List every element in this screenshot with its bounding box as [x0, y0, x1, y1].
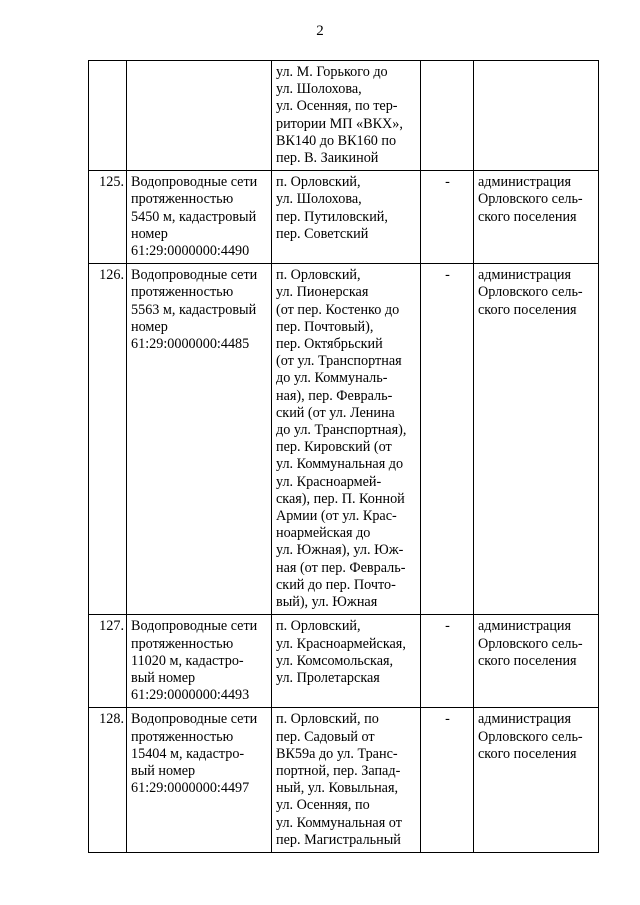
address-line: ноармейская до — [276, 525, 371, 542]
object-name-line: 61:29:0000000:4493 — [131, 687, 250, 704]
object-name-line: 11020 м, кадастро- — [131, 652, 244, 669]
object-name-line: вый номер — [131, 762, 196, 779]
address-line: (от ул. Транспортная — [276, 353, 402, 370]
owner-line: ского поселения — [478, 652, 577, 669]
area-cell — [421, 171, 474, 264]
table-row — [89, 171, 599, 264]
address-line: п. Орловский, — [276, 618, 361, 635]
address-line: ная), пер. Февраль- — [276, 387, 393, 404]
address-line: пер. Магистральный — [276, 831, 401, 848]
object-name-line: номер — [131, 318, 168, 335]
area-cell — [421, 708, 474, 853]
object-name-line: Водопроводные сети — [131, 618, 258, 635]
owner-line: администрация — [478, 618, 572, 635]
area-value: - — [445, 711, 450, 728]
area-cell — [421, 615, 474, 708]
address-line: до ул. Коммуналь- — [276, 370, 388, 387]
row-number-cell — [89, 61, 127, 171]
row-number: 126. — [99, 267, 124, 284]
address-line: ВК140 до ВК160 по — [276, 132, 397, 149]
object-name-line: 61:29:0000000:4490 — [131, 243, 250, 260]
address-line: пер. Путиловский, — [276, 208, 388, 225]
object-name-line: вый номер — [131, 669, 196, 686]
owner-line: администрация — [478, 711, 572, 728]
address-cell — [272, 171, 421, 264]
object-name-cell — [127, 171, 272, 264]
address-line: пер. В. Заикиной — [276, 150, 379, 167]
row-number: 128. — [99, 711, 124, 728]
object-name-cell — [127, 615, 272, 708]
address-line: (от пер. Костенко до — [276, 301, 400, 318]
table-body — [89, 61, 599, 853]
address-line: ная (от пер. Февраль- — [276, 559, 406, 576]
address-line: ул. Шолохова, — [276, 191, 362, 208]
address-line: ский (от ул. Ленина — [276, 404, 395, 421]
address-line: ул. Коммунальная до — [276, 456, 404, 473]
address-line: ул. Пионерская — [276, 284, 369, 301]
row-number-cell — [89, 615, 127, 708]
object-name-line: Водопроводные сети — [131, 711, 258, 728]
address-line: ский до пер. Почто- — [276, 576, 396, 593]
owner-cell — [474, 708, 599, 853]
row-number-cell — [89, 708, 127, 853]
address-line: портной, пер. Запад- — [276, 762, 401, 779]
address-line: ритории МП «ВКХ», — [276, 115, 403, 132]
row-number: 127. — [99, 618, 124, 635]
row-number-cell — [89, 264, 127, 615]
address-line: ул. Осенняя, по — [276, 797, 370, 814]
row-number-cell — [89, 171, 127, 264]
owner-cell — [474, 264, 599, 615]
object-name-line: протяженностью — [131, 284, 234, 301]
address-line: ул. Красноармейская, — [276, 635, 406, 652]
address-line: пер. Садовый от — [276, 728, 375, 745]
object-name-line: протяженностью — [131, 635, 234, 652]
object-name-line: 5563 м, кадастровый — [131, 301, 257, 318]
address-line: ВК59а до ул. Транс- — [276, 745, 398, 762]
object-name-line: протяженностью — [131, 191, 234, 208]
owner-line: Орловского сель- — [478, 284, 583, 301]
address-line: ул. Комсомольская, — [276, 652, 394, 669]
table-row — [89, 264, 599, 615]
owner-line: Орловского сель- — [478, 635, 583, 652]
address-line: п. Орловский, по — [276, 711, 379, 728]
address-line: до ул. Транспортная), — [276, 422, 407, 439]
address-cell — [272, 708, 421, 853]
address-cell — [272, 61, 421, 171]
table-row — [89, 615, 599, 708]
address-cell — [272, 615, 421, 708]
address-line: ул. Пролетарская — [276, 669, 380, 686]
address-line: ный, ул. Ковыльная, — [276, 780, 399, 797]
area-cell — [421, 61, 474, 171]
page-number: 2 — [316, 23, 324, 39]
object-name-cell — [127, 708, 272, 853]
address-line: п. Орловский, — [276, 267, 361, 284]
area-value: - — [445, 174, 450, 191]
owner-line: ского поселения — [478, 301, 577, 318]
table-row — [89, 708, 599, 853]
address-line: пер. Кировский (от — [276, 439, 392, 456]
owner-line: администрация — [478, 174, 572, 191]
area-cell — [421, 264, 474, 615]
address-line: ул. Шолохова, — [276, 81, 362, 98]
object-name-cell — [127, 61, 272, 171]
address-line: пер. Советский — [276, 225, 369, 242]
object-name-line: Водопроводные сети — [131, 267, 258, 284]
object-name-line: 5450 м, кадастровый — [131, 208, 257, 225]
object-name-line: 61:29:0000000:4497 — [131, 780, 250, 797]
address-line: пер. Октябрьский — [276, 336, 383, 353]
owner-line: ского поселения — [478, 208, 577, 225]
address-line: ул. М. Горького до — [276, 64, 388, 80]
address-line: ул. Красноармей- — [276, 473, 382, 490]
owner-cell — [474, 615, 599, 708]
owner-line: администрация — [478, 267, 572, 284]
address-line: ул. Осенняя, по тер- — [276, 98, 398, 115]
address-line: ская), пер. П. Конной — [276, 490, 405, 507]
address-line: ул. Коммунальная от — [276, 814, 402, 831]
object-name-line: 61:29:0000000:4485 — [131, 336, 250, 353]
row-number: 125. — [99, 174, 124, 191]
property-table — [88, 60, 599, 853]
table-row — [89, 61, 599, 171]
address-cell — [272, 264, 421, 615]
owner-line: Орловского сель- — [478, 728, 583, 745]
address-line: пер. Почтовый), — [276, 318, 374, 335]
area-value: - — [445, 618, 450, 635]
owner-cell — [474, 61, 599, 171]
object-name-line: номер — [131, 225, 168, 242]
owner-line: ского поселения — [478, 745, 577, 762]
owner-cell — [474, 171, 599, 264]
address-line: ул. Южная), ул. Юж- — [276, 542, 404, 559]
address-line: п. Орловский, — [276, 174, 361, 191]
object-name-line: 15404 м, кадастро- — [131, 745, 245, 762]
area-value: - — [445, 267, 450, 284]
object-name-cell — [127, 264, 272, 615]
object-name-line: протяженностью — [131, 728, 234, 745]
object-name-line: Водопроводные сети — [131, 174, 258, 191]
owner-line: Орловского сель- — [478, 191, 583, 208]
address-line: Армии (от ул. Крас- — [276, 508, 397, 525]
address-line: вый), ул. Южная — [276, 594, 378, 611]
